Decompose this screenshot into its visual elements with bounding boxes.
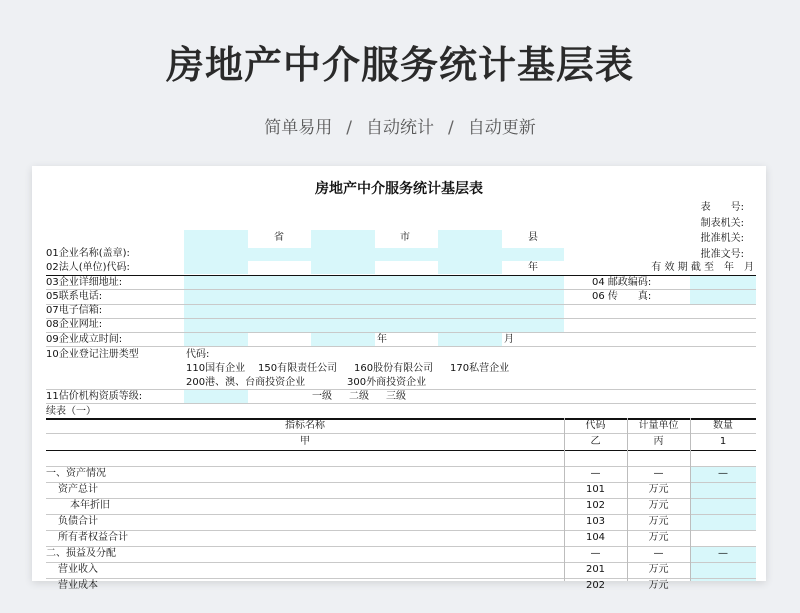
grid-line <box>46 433 756 434</box>
grid-line <box>46 318 756 319</box>
row-unit: 万元 <box>648 580 669 591</box>
row-unit: 万元 <box>648 516 669 527</box>
input-province-1[interactable] <box>184 230 248 248</box>
tag-separator: / <box>448 118 454 138</box>
hero-subtitle <box>0 113 800 138</box>
input-found-date-3[interactable] <box>438 333 502 347</box>
reg-type-option: 300外商投资企业 <box>347 377 427 388</box>
row-code: 102 <box>585 500 606 511</box>
grid-line <box>46 546 756 547</box>
grid-line <box>46 498 756 499</box>
row-name: 资产总计 <box>58 484 98 495</box>
input-legal-code-2[interactable] <box>311 261 375 274</box>
input-found-date-1[interactable] <box>184 333 248 347</box>
meta-form-no: 表 号: <box>700 202 744 213</box>
row-unit: — <box>653 468 664 479</box>
field-reg-code: 代码: <box>186 349 210 360</box>
field-website: 08企业网址: <box>46 319 103 330</box>
tag-auto-update: 自动更新 <box>467 118 536 138</box>
field-address: 03企业详细地址: <box>46 277 123 288</box>
row-name: 本年折旧 <box>70 500 110 511</box>
field-legal-code: 02法人(单位)代码: <box>46 262 130 273</box>
tag-easy: 简单易用 <box>264 118 333 138</box>
row-name: 二、损益及分配 <box>46 548 116 559</box>
th-code: 代码 <box>585 420 606 431</box>
field-found-date: 09企业成立时间: <box>46 334 123 345</box>
grid-line <box>46 289 756 290</box>
input-city-1[interactable] <box>311 230 375 248</box>
row-qty: — <box>718 468 728 479</box>
row-unit: 万元 <box>648 564 669 575</box>
reg-type-option: 160股份有限公司 <box>354 363 434 374</box>
row-name: 负债合计 <box>58 516 98 527</box>
row-name: 营业成本 <box>58 580 98 591</box>
input-found-date-2[interactable] <box>311 333 375 347</box>
field-company-name: 01企业名称(盖章): <box>46 248 130 259</box>
row-name: 一、资产情况 <box>46 468 106 479</box>
grade-option: 二级 <box>349 391 369 402</box>
row-code: 103 <box>585 516 606 527</box>
grid-line <box>46 578 756 579</box>
row-code: — <box>590 468 601 479</box>
form-divider <box>46 275 756 276</box>
field-email: 07电子信箱: <box>46 305 103 316</box>
field-found-month: 月 <box>504 334 514 345</box>
row-unit: 万元 <box>648 500 669 511</box>
grid-line <box>46 304 756 305</box>
field-found-year: 年 <box>377 334 387 345</box>
reg-type-option: 150有限责任公司 <box>258 363 338 374</box>
grid-line <box>46 466 756 467</box>
th-sub-unit: 丙 <box>653 436 664 447</box>
row-code: 104 <box>585 532 606 543</box>
row-code: — <box>590 548 601 559</box>
input-postcode-fax[interactable] <box>690 276 756 305</box>
reg-type-option: 200港、澳、台商投资企业 <box>186 377 306 388</box>
grid-line <box>46 530 756 531</box>
label-county: 县 <box>528 232 538 243</box>
input-qty-equity[interactable] <box>690 514 756 530</box>
field-reg-type: 10企业登记注册类型 <box>46 349 139 360</box>
row-qty: — <box>718 548 728 559</box>
row-code: 202 <box>585 580 606 591</box>
row-name: 营业收入 <box>58 564 98 575</box>
grid-line <box>46 403 756 404</box>
meta-issuer: 制表机关: <box>700 218 744 229</box>
input-legal-code-1[interactable] <box>184 261 248 274</box>
grade-option: 三级 <box>386 391 406 402</box>
reg-type-option: 110国有企业 <box>186 363 246 374</box>
field-phone: 05联系电话: <box>46 291 103 302</box>
meta-approver: 批准机关: <box>700 233 744 244</box>
sheet-title: 房地产中介服务统计基层表 <box>315 181 483 197</box>
field-grade: 11估价机构资质等级: <box>46 391 143 402</box>
grade-option: 一级 <box>312 391 332 402</box>
input-grade[interactable] <box>184 390 248 403</box>
label-city: 市 <box>400 232 410 243</box>
reg-type-option: 170私营企业 <box>450 363 510 374</box>
meta-approval-no: 批准文号: <box>700 249 744 260</box>
continued-label: 续表（一） <box>46 406 96 417</box>
row-code: 101 <box>585 484 606 495</box>
th-sub-indicator: 甲 <box>300 436 310 447</box>
field-year-label: 年 <box>528 262 538 273</box>
table-header-border <box>46 450 756 451</box>
row-name: 所有者权益合计 <box>58 532 128 543</box>
tag-auto-stat: 自动统计 <box>366 118 434 138</box>
row-unit: 万元 <box>648 484 669 495</box>
hero-title: 房地产中介服务统计基层表 <box>165 43 634 87</box>
grid-line <box>46 514 756 515</box>
th-indicator: 指标名称 <box>285 420 325 431</box>
validity-label: 有 效 期 截 至 年 月 <box>651 262 754 273</box>
grid-line <box>46 482 756 483</box>
tag-separator: / <box>346 118 352 138</box>
row-code: 201 <box>585 564 606 575</box>
input-county-1[interactable] <box>438 230 502 248</box>
th-unit: 计量单位 <box>638 420 679 431</box>
field-postcode: 04 邮政编码: <box>592 277 652 288</box>
spreadsheet-sheet <box>32 166 766 591</box>
input-company-name[interactable] <box>184 248 564 261</box>
grid-line <box>46 332 756 333</box>
label-province: 省 <box>274 232 284 243</box>
grid-line <box>46 562 756 563</box>
th-sub-code: 乙 <box>590 436 601 447</box>
th-sub-qty: 1 <box>719 436 727 447</box>
th-qty: 数量 <box>713 420 733 431</box>
grid-line <box>46 389 756 390</box>
row-unit: — <box>653 548 664 559</box>
input-legal-code-3[interactable] <box>438 261 502 274</box>
row-unit: 万元 <box>648 532 669 543</box>
grid-line <box>46 346 756 347</box>
field-fax: 06 传 真: <box>592 291 652 302</box>
